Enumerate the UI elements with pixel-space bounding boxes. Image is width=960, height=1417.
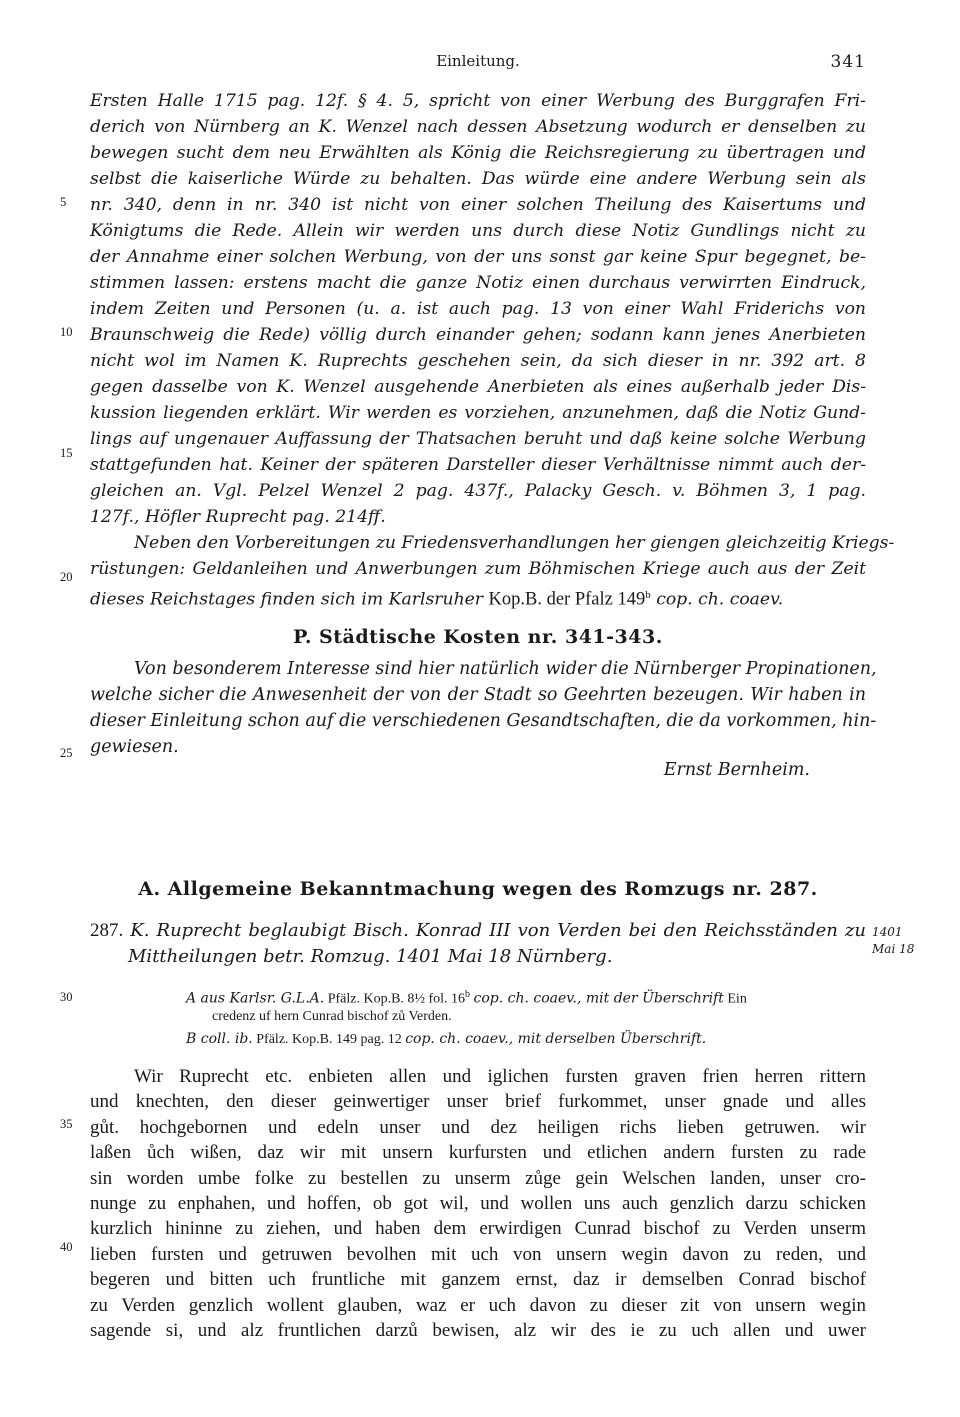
mixed-italic-tail: cop. ch. coaev.: [656, 589, 784, 610]
entry-line: [90, 918, 866, 944]
source-a-desc: cop. ch. coaev., mit der Überschrift: [473, 990, 724, 1007]
source-b-desc: cop. ch. coaev., mit derselben Überschrift.: [405, 1031, 707, 1047]
line-number: 35: [60, 1117, 73, 1131]
text-line: selbst die kaiserliche Würde zu behalten. Das würde eine andere Werbung sein als: [90, 169, 866, 189]
source-a: Pfälz. Kop.B. 8: [327, 991, 415, 1007]
text-line: welche sicher die Anwesenheit der von der Stadt so Geehrten bezeugen. Wir haben in: [90, 685, 866, 705]
entry-text: K. Ruprecht beglaubigt Bisch. Konrad III von Verden bei den Reichsständen zu: [130, 920, 866, 941]
continuation-paragraph: [90, 88, 895, 610]
text-line: sin worden umbe folke zu bestellen zu unserm zůge gein Welschen landen, unser cro-: [90, 1167, 866, 1189]
text-line: indem Zeiten und Personen (u. a. ist auch pag. 13 von einer Wahl Friderichs von: [90, 299, 866, 319]
superscript: b: [465, 989, 470, 1000]
line-number: 25: [60, 746, 73, 760]
document-entry: [90, 918, 866, 970]
text-line: Von besonderem Interesse sind hier natürlich wider die Nürnberger Propinationen,: [134, 659, 877, 679]
text-line: Ersten Halle 1715 pag. 12f. § 4. 5, spricht von einer Werbung des Burggrafen Fri-: [90, 91, 866, 111]
text-line: Braunschweig die Rede) völlig durch einander gehen; sodann kann jenes Anerbieten: [90, 325, 866, 345]
text-line: gegen dasselbe von K. Wenzel ausgehende Anerbieten als eines außerhalb jeder Dis-: [90, 377, 866, 397]
text-line: rüstungen: Geldanleihen und Anwerbungen zum Böhmischen Kriege auch aus der Zeit: [90, 559, 866, 579]
line-number: 30: [60, 990, 73, 1004]
text-line: zu Verden genzlich wollent glauben, waz er uch davon zu dieser zit von unsern wegin: [90, 1294, 866, 1316]
text-line: gůt. hochgebornen und edeln unser und dez heiligen richs lieben getruwen. wir: [90, 1116, 866, 1138]
text-line: nicht wol im Namen K. Ruprechts geschehen sein, da sich dieser in nr. 392 art. 8: [90, 351, 866, 371]
line-number: 5: [60, 195, 67, 209]
siglum-a: A aus Karlsr. G.L.A.: [186, 990, 325, 1007]
source-b: Pfälz. Kop.B. 149 pag. 12: [256, 1032, 402, 1047]
page-number: 341: [830, 52, 866, 72]
line-number: 15: [60, 446, 73, 460]
source-a-folio: fol. 16: [428, 991, 465, 1007]
text-line: und knechten, den dieser geinwertiger unser brief furkommet, unser gnade und alles: [90, 1091, 866, 1113]
mixed-italic: dieses Reichstages finden sich im Karlsruher: [90, 589, 484, 610]
apparatus-line: [186, 984, 858, 1006]
source-a-fraction: ½: [414, 991, 425, 1007]
text-line: Neben den Vorbereitungen zu Friedensverhandlungen her giengen gleichzeitig Kriegs-: [134, 533, 895, 553]
section-heading: A. Allgemeine Bekanntmachung wegen des Romzugs nr. 287.: [138, 878, 818, 900]
section-heading: P. Städtische Kosten nr. 341-343.: [293, 626, 663, 648]
document-text: [90, 1064, 866, 1343]
margin-date: [872, 924, 942, 958]
margin-day: Mai 18: [872, 942, 915, 956]
text-line: 127f., Höfler Ruprecht pag. 214ff.: [90, 507, 386, 527]
text-line: bewegen sucht dem neu Erwählten als König die Reichsregierung zu übertragen und: [90, 143, 866, 163]
superscript: b: [645, 589, 651, 601]
text-line: nunge zu enphahen, und hoffen, ob got wil, und wollen uns auch genzlich darzu schicken: [90, 1192, 866, 1214]
text-line: Wir Ruprecht etc. enbieten allen und iglichen fursten graven frien herren rittern: [134, 1066, 866, 1087]
line-number: 20: [60, 570, 73, 584]
entry-number: 287.: [90, 920, 124, 941]
section-p-paragraph: [90, 656, 877, 760]
text-line: derich von Nürnberg an K. Wenzel nach dessen Absetzung wodurch er denselben zu: [90, 117, 866, 137]
text-line: gleichen an. Vgl. Pelzel Wenzel 2 pag. 437f., Palacky Gesch. v. Böhmen 3, 1 pag.: [90, 481, 866, 501]
apparatus-line: [186, 1028, 858, 1050]
page-header: [90, 52, 866, 74]
text-line: sagende si, und alz fruntlichen darzů bewisen, alz wir des ie zu uch allen und uwer: [90, 1319, 866, 1341]
critical-apparatus: [186, 984, 858, 1050]
mixed-roman: Kop.B. der Pfalz 149: [488, 589, 646, 610]
text-line: nr. 340, denn in nr. 340 ist nicht von einer solchen Theilung des Kaisertums und: [90, 195, 866, 215]
siglum-b: B coll. ib.: [186, 1031, 253, 1047]
text-line-mixed: [90, 582, 866, 608]
text-line: der Annahme einer solchen Werbung, von der uns sonst gar keine Spur begegnet, be-: [90, 247, 866, 267]
text-line: laßen ůch wißen, daz wir mit unsern kurfursten und etlichen andern fursten zu rade: [90, 1142, 866, 1164]
margin-year: 1401: [872, 925, 903, 939]
text-line: gewiesen.: [90, 737, 179, 757]
line-number: 10: [60, 325, 73, 339]
text-line: kussion liegenden erklärt. Wir werden es vorziehen, anzunehmen, daß die Notiz Gund-: [90, 403, 866, 423]
entry-line: Mittheilungen betr. Romzug. 1401 Mai 18 Nürnberg.: [128, 946, 613, 967]
signature: Ernst Bernheim.: [663, 760, 810, 780]
text-line: lings auf ungenauer Auffassung der Thatsachen beruht und daß keine solche Werbung: [90, 429, 866, 449]
text-line: lieben fursten und getruwen bevolhen mit uch von unsern wegin davon zu reden, und: [90, 1243, 866, 1265]
line-number: 40: [60, 1240, 73, 1254]
text-line: stattgefunden hat. Keiner der späteren Darsteller dieser Verhältnisse nimmt auch der-: [90, 455, 866, 475]
text-line: Königtums die Rede. Allein wir werden uns durch diese Notiz Gundlings nicht zu: [90, 221, 866, 241]
text-line: stimmen lassen: erstens macht die ganze Notiz einen durchaus verwirrten Eindruck,: [90, 273, 866, 293]
apparatus-line: credenz uf hern Cunrad bischof zů Verden.: [212, 1009, 452, 1024]
text-line: dieser Einleitung schon auf die verschiedenen Gesandtschaften, die da vorkommen, hin-: [90, 711, 877, 731]
text-line: begeren und bitten uch fruntliche mit ganzem ernst, daz ir demselben Conrad bischof: [90, 1269, 866, 1291]
running-title: Einleitung.: [436, 52, 520, 70]
text-line: kurzlich hininne zu ziehen, und haben dem erwirdigen Cunrad bischof zu Verden unserm: [90, 1218, 866, 1240]
source-a-title-start: Ein: [727, 991, 747, 1007]
